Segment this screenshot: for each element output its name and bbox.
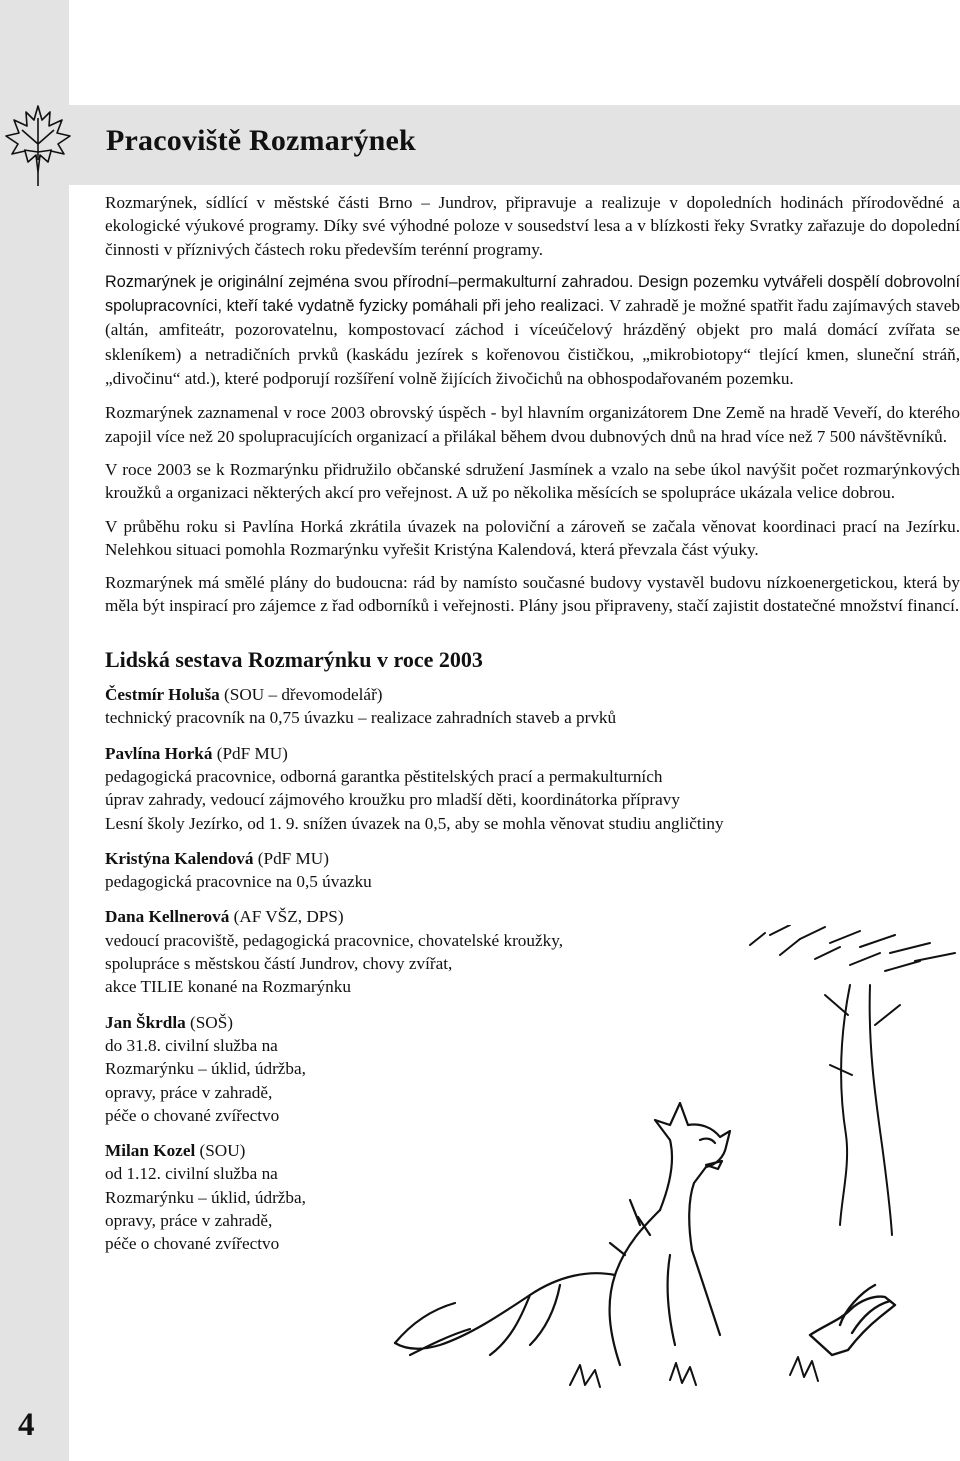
paragraph-plans: Rozmarýnek má smělé plány do budoucna: rád by namísto současné budovy vystavěl budovu nízkoenergetickou, která by měla být inspirací pro zájemce z řad odborníků i veřejnosti. Plány jsou připraveny, stačí zajistit dostatečné množství financí. (105, 573, 960, 616)
paragraph-jasminek: V roce 2003 se k Rozmarýnku přidružilo občanské sdružení Jasmínek a vzalo na sebe úkol navýšit počet rozmarýnkových kroužků a organizaci některých akcí pro veřejnost. A už po několika měsících se spolupráce ukázala velice dobrou. (105, 459, 960, 503)
tree-trunk (840, 985, 892, 1235)
staff-org: (SOŠ) (185, 1012, 233, 1032)
staff-name: Milan Kozel (105, 1141, 196, 1161)
page-number: 4 (18, 1407, 35, 1443)
staff-name: Dana Kellnerová (105, 907, 230, 927)
fox-illustration (395, 1103, 730, 1365)
staff-line: opravy, práce v zahradě, (105, 1210, 273, 1230)
page-title: Pracoviště Rozmarýnek (106, 124, 416, 157)
staff-line: opravy, práce v zahradě, (105, 1082, 273, 1102)
staff-line: Rozmarýnku – úklid, údržba, (105, 1187, 306, 1207)
staff-org: (SOU) (195, 1141, 246, 1161)
bird-illustration (810, 1285, 895, 1395)
staff-line: pedagogická pracovnice, odborná garantka pěstitelských prací a permakulturních (105, 766, 663, 786)
staff-name: Pavlína Horká (105, 743, 213, 763)
staff-line: spolupráce s městskou částí Jundrov, chovy zvířat, (105, 954, 453, 974)
staff-line: technický pracovník na 0,75 úvazku – realizace zahradních staveb a prvků (105, 708, 617, 728)
staff-entry (105, 1011, 360, 1127)
paragraph-earth-day: Rozmarýnek zaznamenal v roce 2003 obrovský úspěch - byl hlavním organizátorem Dne Země na hradě Veveří, do kterého zapojil více než 20 spolupracujících organizací a přilákal během dvou dubnových dnů na hrad více než 7 500 návštěvníků. (105, 403, 960, 446)
maple-leaf-icon (2, 100, 74, 188)
grass-illustration (570, 1357, 818, 1387)
staff-entry (105, 847, 960, 894)
staff-org: (PdF MU) (253, 848, 329, 868)
staff-entry (105, 1139, 360, 1255)
staff-line: péče o chované zvířectvo (105, 1105, 280, 1125)
staff-line: Rozmarýnku – úklid, údržba, (105, 1059, 306, 1079)
paragraph-staff-change: V průběhu roku si Pavlína Horká zkrátila úvazek na poloviční a zároveň se začala věnovat koordinaci prací na Jezírku. Nelehkou situaci pomohla Rozmarýnku vyřešit Kristýna Kalendová, která převzala část výuky. (105, 516, 960, 559)
staff-heading: Lidská sestava Rozmarýnku v roce 2003 (105, 646, 483, 672)
paragraph-garden-sans: Rozmarýnek je originální zejména svou přírodní–permakulturní zahradou. Design pozemku vytvářeli dospělí dobrovolní spolupracovníci, kteří také vydatně fyzicky pomáhali při jeho realizaci. (105, 272, 960, 316)
staff-line: akce TILIE konané na Rozmarýnku (105, 977, 351, 997)
staff-line: do 31.8. civilní služba na (105, 1035, 278, 1055)
staff-name: Kristýna Kalendová (105, 848, 254, 868)
paragraph-garden-serif: V zahradě je možné spatřit řadu zajímavých staveb (altán, amfiteátr, pozorovatelnu, kompostovací záchod i víceúčelový hrázděný objekt pro malá domácí zvířata se skleníkem) a netradičních prvků (kaskádu jezírek s kořenovou čističkou, „mikrobiotopy“ tlející kmen, sluneční stráň, „divočinu“ atd.), které podporují rozšíření volně žijících živočichů na obhospodařovaném pozemku. (105, 296, 960, 389)
staff-line: pedagogická pracovnice na 0,5 úvazku (105, 872, 372, 892)
left-margin-strip (0, 0, 69, 1461)
staff-name: Jan Škrdla (105, 1012, 186, 1032)
staff-line: péče o chované zvířectvo (105, 1234, 280, 1254)
paragraph-intro: Rozmarýnek, sídlící v městské části Brno – Jundrov, připravuje a realizuje v dopoledních hodinách přírodovědné a ekologické výukové programy. Díky své výhodné poloze v sousedství lesa a v blízkosti řeky Svratky zařazuje do dopolední činnosti v příznivých částech roku především terénní programy. (105, 193, 960, 259)
staff-entry (105, 683, 960, 730)
staff-entry (105, 742, 960, 835)
sun-rays-illustration (750, 925, 955, 971)
paragraph-garden (105, 271, 960, 391)
staff-org: (PdF MU) (212, 743, 288, 763)
staff-name: Čestmír Holuša (105, 685, 220, 705)
staff-line: úprav zahrady, vedoucí zájmového kroužku pro mladší děti, koordinátorka přípravy (105, 790, 680, 810)
staff-line: Lesní školy Jezírko, od 1. 9. snížen úvazek na 0,5, aby se mohla věnovat studiu angličtiny (105, 813, 724, 833)
staff-org: (AF VŠZ, DPS) (229, 907, 344, 927)
fox-and-bird-illustration (370, 925, 960, 1395)
staff-org: (SOU – dřevomodelář) (219, 685, 383, 705)
staff-line: vedoucí pracoviště, pedagogická pracovnice, chovatelské kroužky, (105, 930, 563, 950)
staff-line: od 1.12. civilní služba na (105, 1164, 278, 1184)
